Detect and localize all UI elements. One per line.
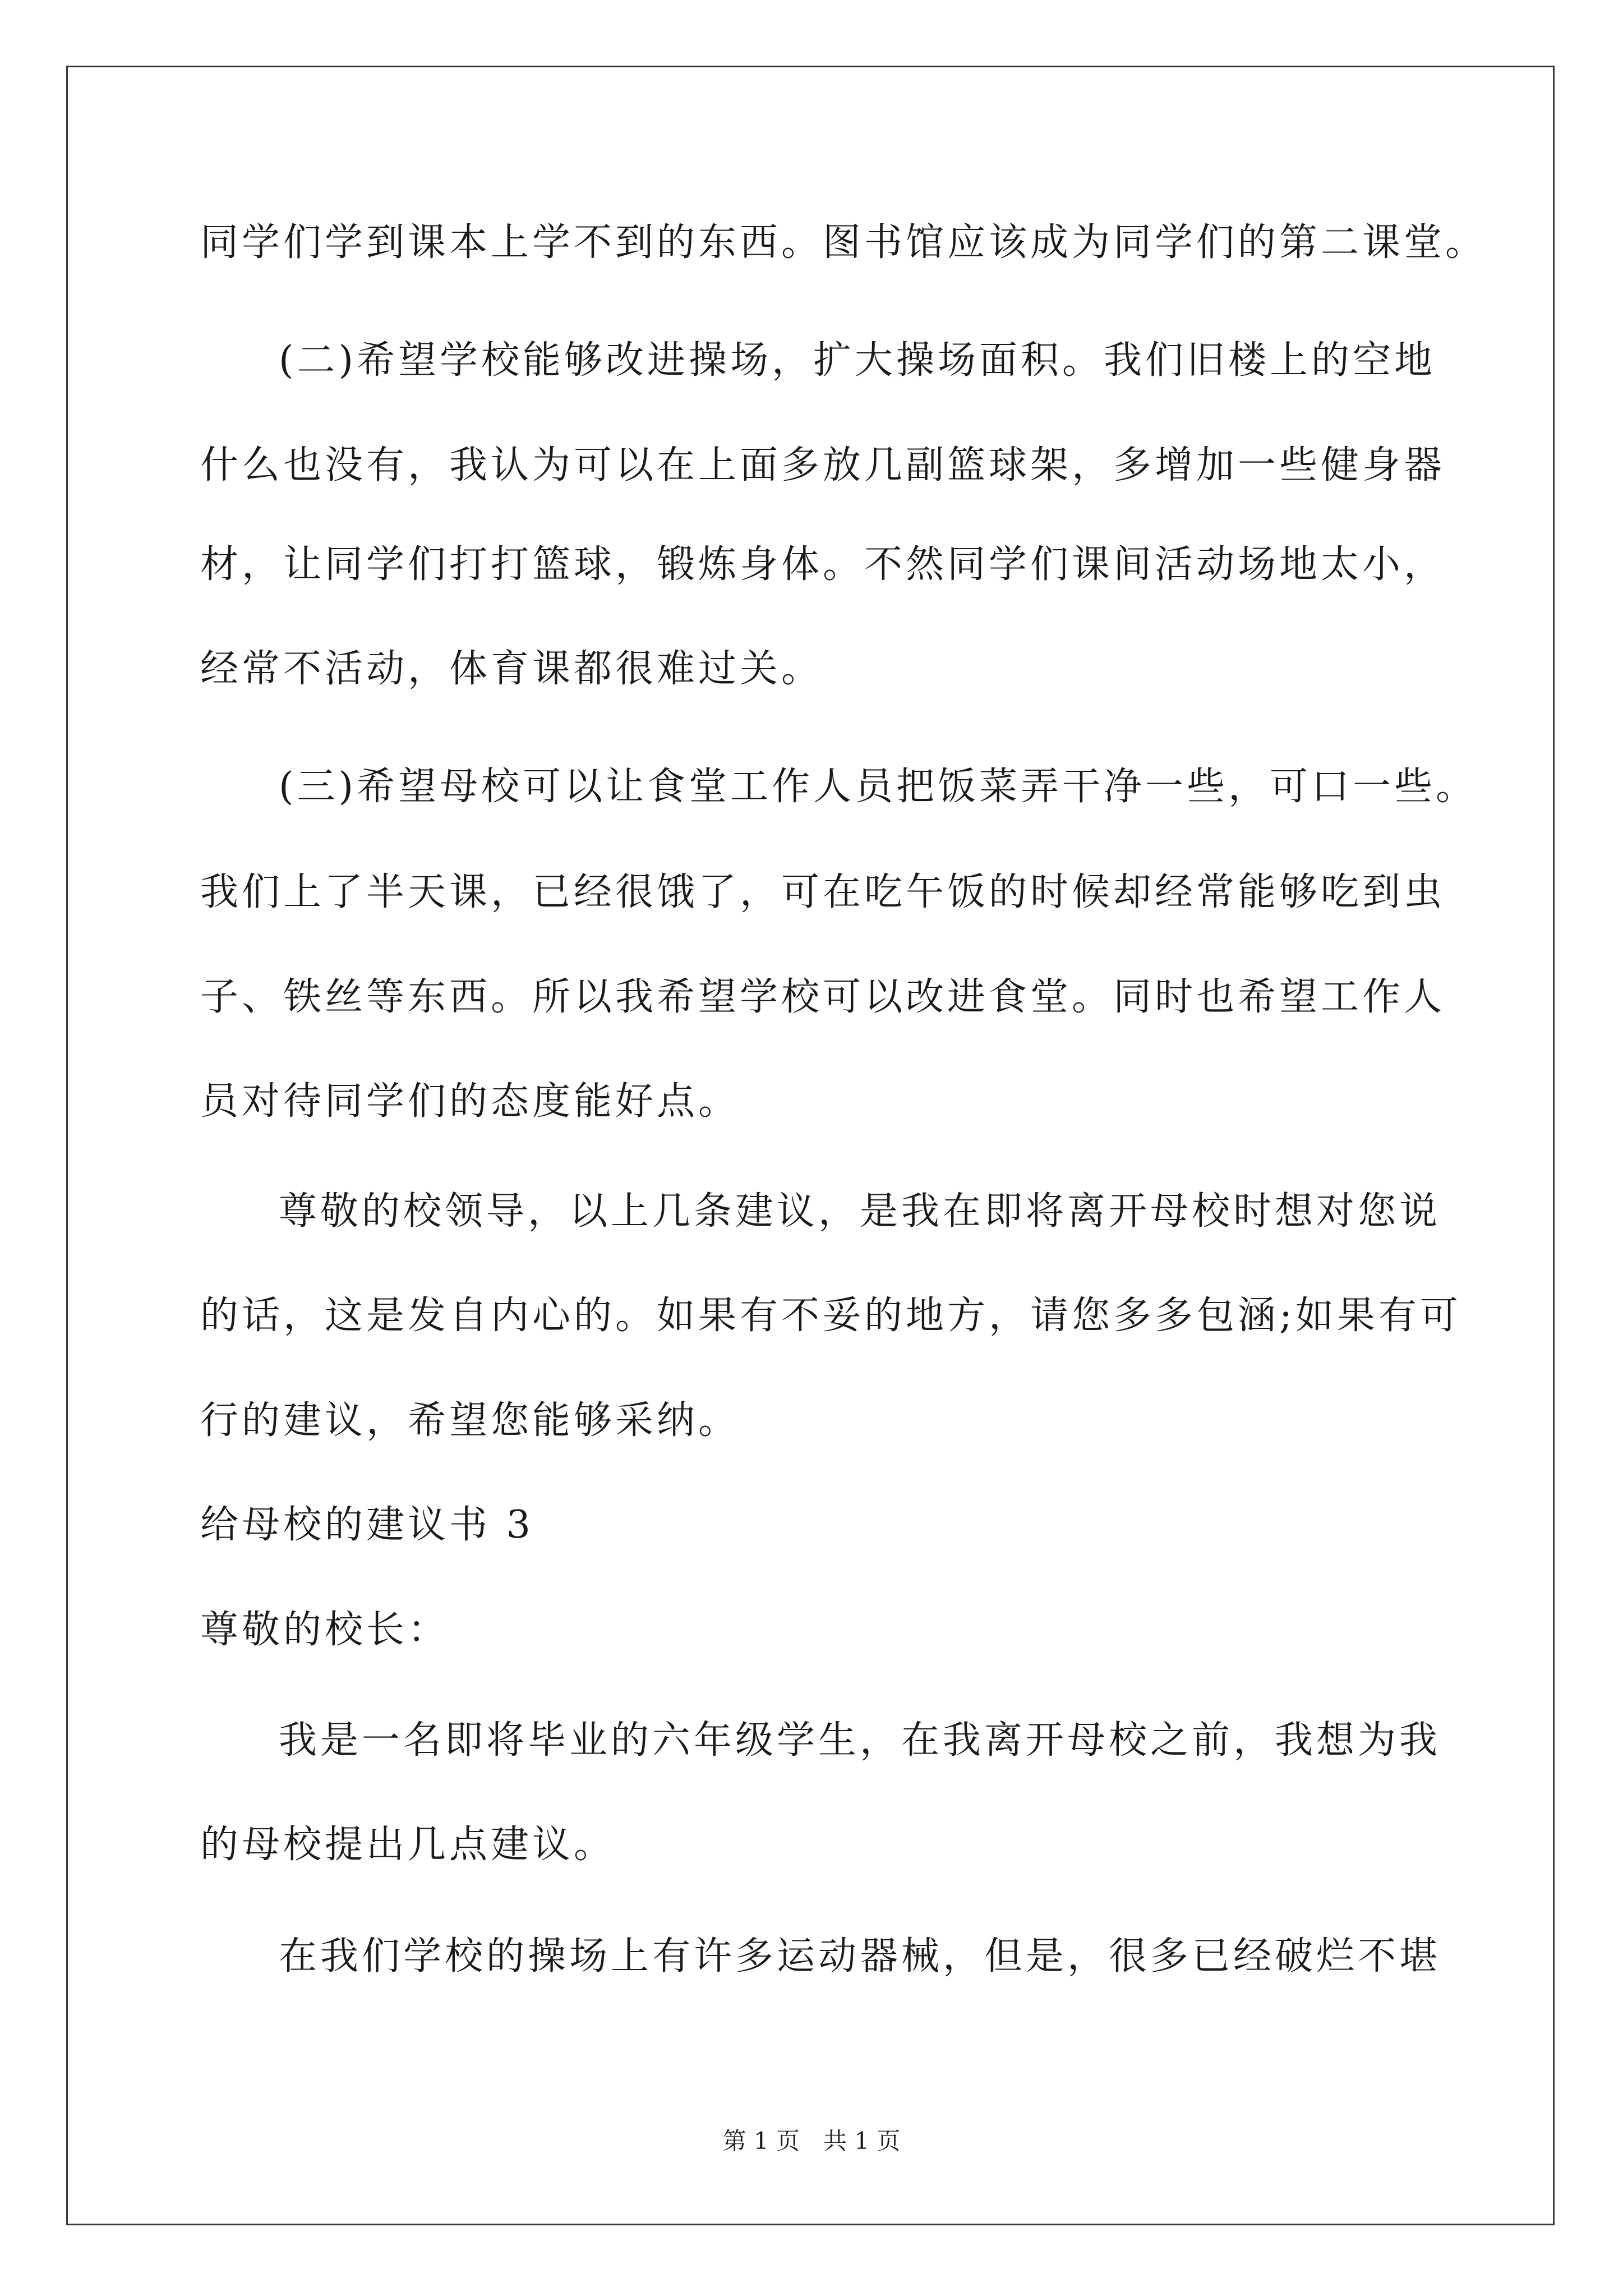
page-footer: 第 1 页 共 1 页 bbox=[722, 2127, 901, 2155]
text-line: (二)希望学校能够改进操场，扩大操场面积。我们旧楼上的空地 bbox=[279, 338, 1436, 383]
text-line: 尊敬的校领导，以上几条建议，是我在即将离开母校时想对您说 bbox=[279, 1189, 1441, 1234]
text-line: 我们上了半天课，已经很饿了，可在吃午饭的时候却经常能够吃到虫 bbox=[200, 870, 1446, 914]
text-line: (三)希望母校可以让食堂工作人员把饭菜弄干净一些，可口一些。 bbox=[279, 765, 1478, 809]
text-line: 什么也没有，我认为可以在上面多放几副篮球架，多增加一些健身器 bbox=[200, 443, 1446, 487]
text-line: 的母校提出几点建议。 bbox=[200, 1823, 616, 1867]
salutation: 尊敬的校长： bbox=[200, 1608, 450, 1652]
text-line: 同学们学到课本上学不到的东西。图书馆应该成为同学们的第二课堂。 bbox=[200, 220, 1487, 265]
section-heading: 给母校的建议书 3 bbox=[200, 1503, 534, 1547]
text-line: 材，让同学们打打篮球，锻炼身体。不然同学们课间活动场地太小， bbox=[200, 542, 1446, 587]
text-line: 我是一名即将毕业的六年级学生，在我离开母校之前，我想为我 bbox=[279, 1718, 1441, 1763]
text-line: 的话，这是发自内心的。如果有不妥的地方，请您多多包涵;如果有可 bbox=[200, 1294, 1461, 1338]
text-line: 子、铁丝等东西。所以我希望学校可以改进食堂。同时也希望工作人 bbox=[200, 975, 1446, 1019]
text-line: 员对待同学们的态度能好点。 bbox=[200, 1079, 740, 1124]
text-line: 在我们学校的操场上有许多运动器械，但是，很多已经破烂不堪 bbox=[279, 1934, 1441, 1978]
page-border bbox=[66, 66, 1555, 2225]
text-line: 经常不活动，体育课都很难过关。 bbox=[200, 647, 823, 691]
text-line: 行的建议，希望您能够采纳。 bbox=[200, 1398, 740, 1443]
